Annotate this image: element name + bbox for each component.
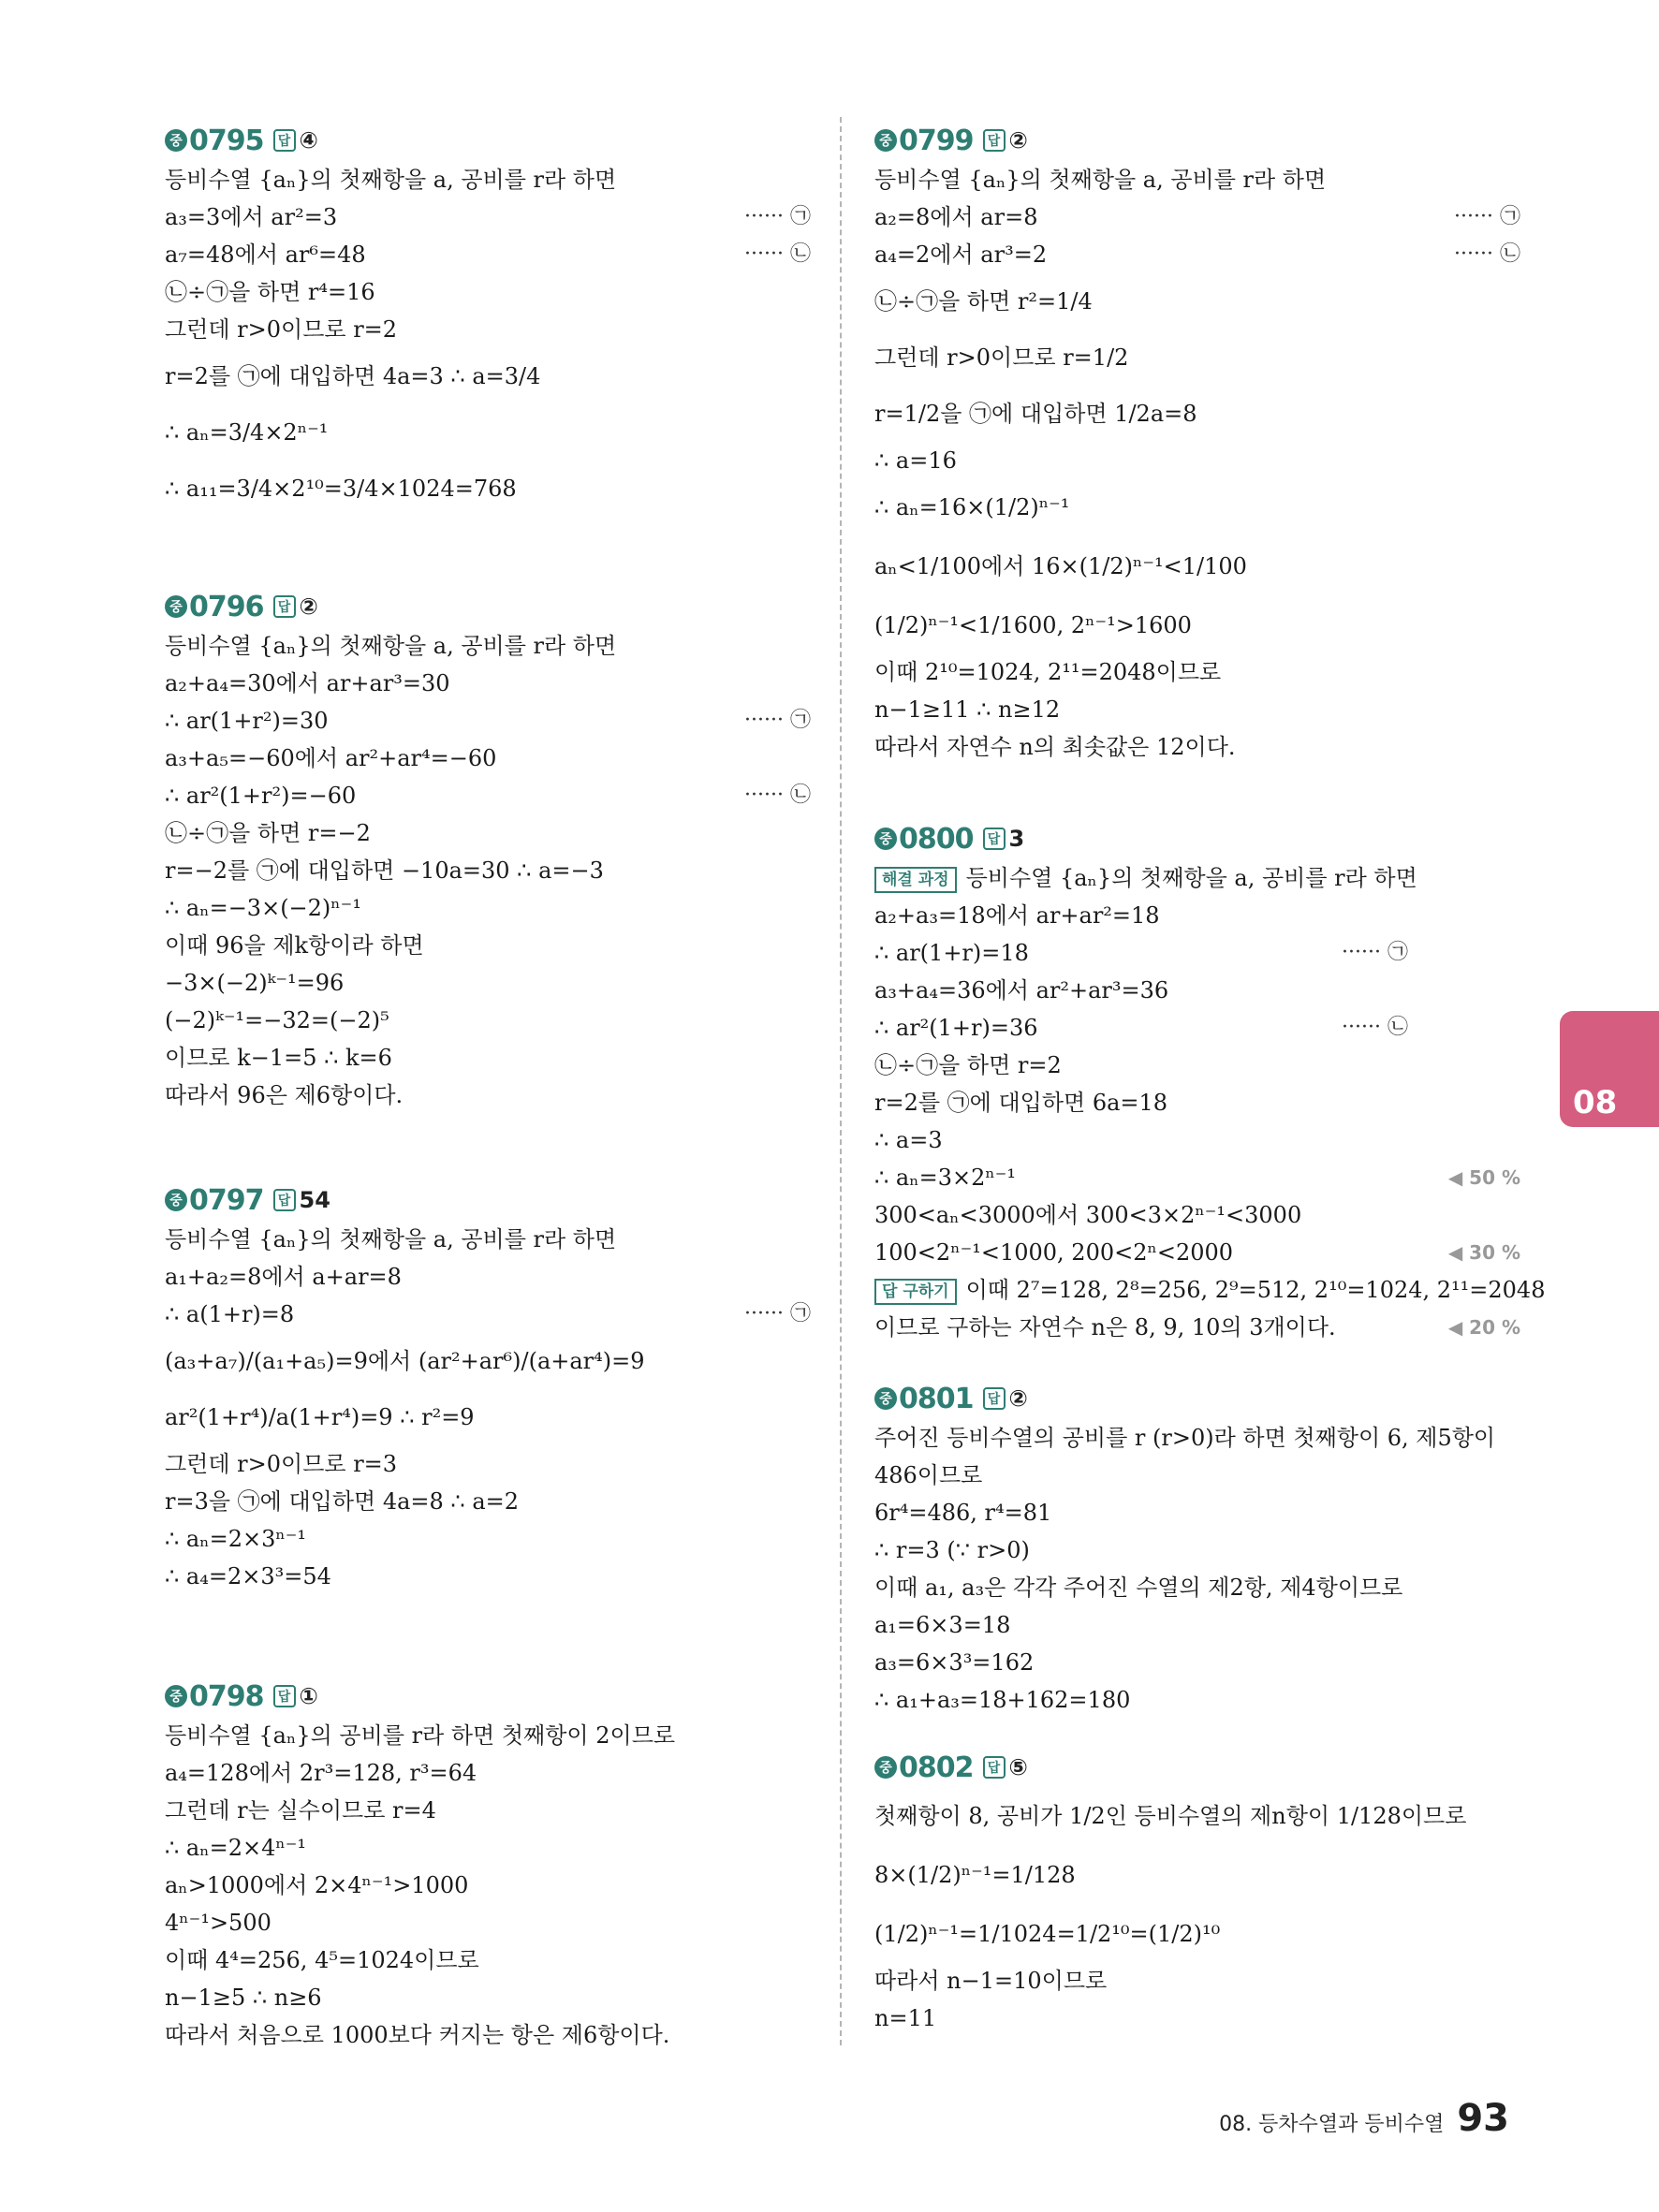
- difficulty-badge: 중: [874, 828, 897, 850]
- solution-line: a₄=128에서 2r³=128, r³=64: [165, 1760, 477, 1786]
- solution-line: ∴ a=16: [874, 447, 957, 474]
- equation-marker: ······ ㉡: [744, 784, 811, 807]
- solution-line: ∴ aₙ=3×2ⁿ⁻¹ ◀ 50 %: [874, 1159, 1520, 1196]
- solution-line: 그런데 r는 실수이므로 r=4: [165, 1797, 436, 1824]
- solution-line: n=11: [874, 2005, 937, 2031]
- problem-header: [874, 120, 1520, 161]
- problem-number: 0798: [189, 1679, 264, 1713]
- solution-line: 그런데 r>0이므로 r=1/2: [874, 344, 1129, 371]
- answer-tag: 답: [983, 1756, 1006, 1779]
- difficulty-badge: 중: [165, 129, 187, 152]
- solution-line: ∴ ar(1+r²)=30 ······ ㉠: [165, 702, 811, 740]
- solution-line: 해결 과정 등비수열 {aₙ}의 첫째항을 a, 공비를 r라 하면: [874, 859, 1520, 897]
- solution-line: 따라서 처음으로 1000보다 커지는 항은 제6항이다.: [165, 2022, 670, 2048]
- solution-line: n−1≥11 ∴ n≥12: [874, 696, 1061, 723]
- solution-line: ㉡÷㉠을 하면 r⁴=16: [165, 279, 375, 305]
- problem-header: [874, 1378, 1520, 1419]
- solution-line: ∴ a₁+a₃=18+162=180: [874, 1687, 1131, 1713]
- equation-marker: ······ ㉡: [1342, 1016, 1408, 1039]
- problem-number: 0799: [899, 124, 974, 157]
- solution-line: aₙ<1/100에서 16×(1/2)ⁿ⁻¹<1/100: [874, 553, 1247, 579]
- solution-line: 따라서 96은 제6항이다.: [165, 1082, 404, 1108]
- solution-line: 그런데 r>0이므로 r=3: [165, 1451, 398, 1477]
- problem-number: 0796: [189, 590, 264, 623]
- difficulty-badge: 중: [165, 595, 187, 618]
- problem-0800: [874, 818, 1546, 1346]
- problem-header: [165, 1676, 811, 1717]
- solution-line: a₇=48에서 ar⁶=48 ······ ㉡: [165, 236, 811, 273]
- solution-line: ∴ r=3 (∵ r>0): [874, 1537, 1030, 1563]
- solution-line: 등비수열 {aₙ}의 첫째항을 a, 공비를 r라 하면: [165, 167, 617, 193]
- solution-line: 4ⁿ⁻¹>500: [165, 1910, 272, 1936]
- equation-marker: ······ ㉡: [744, 242, 811, 266]
- answer-tag: 답: [983, 828, 1006, 850]
- solution-line: 등비수열 {aₙ}의 첫째항을 a, 공비를 r라 하면: [874, 167, 1327, 193]
- problem-number: 0800: [899, 822, 974, 856]
- chapter-tab-label: 08: [1573, 1084, 1618, 1121]
- difficulty-badge: 중: [165, 1685, 187, 1707]
- answer: ②: [1008, 127, 1028, 154]
- solution-line: a₂+a₄=30에서 ar+ar³=30: [165, 670, 450, 696]
- solution-line: 등비수열 {aₙ}의 첫째항을 a, 공비를 r라 하면: [165, 633, 617, 659]
- score-percent: ◀ 50 %: [1447, 1166, 1520, 1189]
- answer: ②: [1008, 1385, 1028, 1412]
- problem-number: 0802: [899, 1751, 974, 1784]
- problem-header: [874, 818, 1520, 859]
- solution-line: 이때 96을 제k항이라 하면: [165, 932, 424, 959]
- chapter-title: 08. 등차수열과 등비수열: [1219, 2113, 1445, 2136]
- solution-line: ∴ aₙ=3/4×2ⁿ⁻¹: [165, 419, 329, 446]
- column-divider: [840, 117, 842, 2045]
- solution-line: ∴ ar(1+r)=18 ······ ㉠: [874, 934, 1520, 972]
- equation-marker: ······ ㉠: [1454, 205, 1520, 228]
- answer: ⑤: [1008, 1754, 1028, 1780]
- equation-marker: ······ ㉠: [744, 1302, 811, 1326]
- solution-line: 이때 2¹⁰=1024, 2¹¹=2048이므로: [874, 659, 1222, 685]
- solution-line: ∴ ar²(1+r²)=−60 ······ ㉡: [165, 777, 811, 814]
- solution-line: 답 구하기 이때 2⁷=128, 2⁸=256, 2⁹=512, 2¹⁰=1024, 2¹¹=2048: [874, 1271, 1520, 1309]
- problem-0799: [874, 120, 1520, 766]
- solution-line: 그런데 r>0이므로 r=2: [165, 316, 398, 343]
- problem-0798: [165, 1676, 811, 2054]
- solution-line: a₃+a₅=−60에서 ar²+ar⁴=−60: [165, 745, 497, 771]
- solution-line: 486이므로: [874, 1462, 983, 1488]
- answer: ②: [299, 593, 318, 620]
- solution-line: ∴ a=3: [874, 1127, 943, 1153]
- answer-tag: 답: [983, 1387, 1006, 1410]
- problem-0801: [874, 1378, 1520, 1719]
- solution-line: 300<aₙ<3000에서 300<3×2ⁿ⁻¹<3000: [874, 1202, 1302, 1228]
- equation-marker: ······ ㉠: [744, 205, 811, 228]
- answer: 3: [1008, 826, 1025, 852]
- solution-line: ∴ aₙ=16×(1/2)ⁿ⁻¹: [874, 494, 1070, 520]
- solution-line: 이때 a₁, a₃은 각각 주어진 수열의 제2항, 제4항이므로: [874, 1575, 1403, 1601]
- answer-tag: 답: [273, 129, 296, 152]
- solution-line: 100<2ⁿ⁻¹<1000, 200<2ⁿ<2000 ◀ 30 %: [874, 1234, 1520, 1271]
- solution-line: r=2를 ㉠에 대입하면 4a=3 ∴ a=3/4: [165, 363, 541, 389]
- score-percent: ◀ 20 %: [1447, 1316, 1520, 1339]
- solution-line: a₂=8에서 ar=8 ······ ㉠: [874, 198, 1520, 236]
- solution-line: (1/2)ⁿ⁻¹=1/1024=1/2¹⁰=(1/2)¹⁰: [874, 1921, 1221, 1947]
- solution-line: ∴ a₄=2×3³=54: [165, 1563, 331, 1589]
- solution-line: r=3을 ㉠에 대입하면 4a=8 ∴ a=2: [165, 1488, 520, 1515]
- score-percent: ◀ 30 %: [1447, 1241, 1520, 1264]
- problem-0797: [165, 1179, 811, 1595]
- solution-line: 이때 4⁴=256, 4⁵=1024이므로: [165, 1947, 479, 1973]
- difficulty-badge: 중: [874, 129, 897, 152]
- difficulty-badge: 중: [165, 1189, 187, 1211]
- solution-line: ∴ ar²(1+r)=36 ······ ㉡: [874, 1009, 1520, 1047]
- solution-line: 이므로 k−1=5 ∴ k=6: [165, 1045, 392, 1071]
- solution-line: ∴ a₁₁=3/4×2¹⁰=3/4×1024=768: [165, 476, 517, 502]
- solution-line: a₁+a₂=8에서 a+ar=8: [165, 1264, 402, 1290]
- equation-marker: ······ ㉠: [744, 709, 811, 732]
- solution-line: ∴ a(1+r)=8 ······ ㉠: [165, 1296, 811, 1333]
- problem-0796: [165, 586, 811, 1114]
- solution-line: a₃=6×3³=162: [874, 1649, 1035, 1676]
- solution-line: aₙ>1000에서 2×4ⁿ⁻¹>1000: [165, 1872, 469, 1898]
- page-footer: [1219, 2097, 1509, 2140]
- problem-header: [874, 1747, 1520, 1788]
- solution-line: r=1/2을 ㉠에 대입하면 1/2a=8: [874, 401, 1197, 427]
- solution-line: ㉡÷㉠을 하면 r=2: [874, 1052, 1062, 1078]
- solution-line: 따라서 자연수 n의 최솟값은 12이다.: [874, 734, 1236, 760]
- equation-marker: ······ ㉠: [1342, 941, 1408, 964]
- solution-line: r=−2를 ㉠에 대입하면 −10a=30 ∴ a=−3: [165, 857, 604, 884]
- problem-header: [165, 120, 811, 161]
- solution-line: 6r⁴=486, r⁴=81: [874, 1500, 1052, 1526]
- answer: ①: [299, 1683, 318, 1709]
- process-label: 해결 과정: [874, 867, 957, 893]
- solution-line: a₃+a₄=36에서 ar²+ar³=36: [874, 977, 1169, 1003]
- answer-tag: 답: [983, 129, 1006, 152]
- solution-line: 따라서 n−1=10이므로: [874, 1968, 1108, 1994]
- solution-line: ∴ aₙ=−3×(−2)ⁿ⁻¹: [165, 895, 361, 921]
- problem-number: 0795: [189, 124, 264, 157]
- problem-number: 0801: [899, 1382, 974, 1415]
- difficulty-badge: 중: [874, 1387, 897, 1410]
- solution-line: ar²(1+r⁴)/a(1+r⁴)=9 ∴ r²=9: [165, 1404, 475, 1430]
- difficulty-badge: 중: [874, 1756, 897, 1779]
- answer-tag: 답: [273, 1685, 296, 1707]
- problem-number: 0797: [189, 1183, 264, 1217]
- solution-line: r=2를 ㉠에 대입하면 6a=18: [874, 1090, 1168, 1116]
- solution-line: a₂+a₃=18에서 ar+ar²=18: [874, 902, 1160, 929]
- answer: 54: [299, 1187, 330, 1213]
- chapter-side-tab: [1560, 1011, 1659, 1127]
- solution-line: 이므로 구하는 자연수 n은 8, 9, 10의 3개이다. ◀ 20 %: [874, 1309, 1520, 1346]
- problem-0795: [165, 120, 811, 517]
- solution-line: (1/2)ⁿ⁻¹<1/1600, 2ⁿ⁻¹>1600: [874, 612, 1192, 638]
- solution-line: a₁=6×3=18: [874, 1612, 1011, 1638]
- solution-line: −3×(−2)ᵏ⁻¹=96: [165, 970, 345, 996]
- solution-line: 등비수열 {aₙ}의 공비를 r라 하면 첫째항이 2이므로: [165, 1722, 676, 1749]
- solution-line: n−1≥5 ∴ n≥6: [165, 1985, 322, 2011]
- answer-tag: 답: [273, 595, 296, 618]
- answer-label: 답 구하기: [874, 1279, 957, 1305]
- answer: ④: [299, 127, 318, 154]
- equation-marker: ······ ㉡: [1454, 242, 1520, 266]
- problem-0802: [874, 1747, 1520, 2037]
- solution-line: ∴ aₙ=2×3ⁿ⁻¹: [165, 1526, 307, 1552]
- solution-line: (−2)ᵏ⁻¹=−32=(−2)⁵: [165, 1007, 389, 1033]
- problem-header: [165, 586, 811, 627]
- solution-line: a₄=2에서 ar³=2 ······ ㉡: [874, 236, 1520, 273]
- solution-line: 첫째항이 8, 공비가 1/2인 등비수열의 제n항이 1/128이므로: [874, 1803, 1467, 1829]
- solution-line: a₃=3에서 ar²=3 ······ ㉠: [165, 198, 811, 236]
- solution-line: 8×(1/2)ⁿ⁻¹=1/128: [874, 1862, 1076, 1888]
- solution-line: (a₃+a₇)/(a₁+a₅)=9에서 (ar²+ar⁶)/(a+ar⁴)=9: [165, 1348, 645, 1374]
- problem-header: [165, 1179, 811, 1221]
- answer-tag: 답: [273, 1189, 296, 1211]
- solution-line: 주어진 등비수열의 공비를 r (r>0)라 하면 첫째항이 6, 제5항이: [874, 1425, 1496, 1451]
- solution-line: 등비수열 {aₙ}의 첫째항을 a, 공비를 r라 하면: [165, 1226, 617, 1252]
- solution-line: ∴ aₙ=2×4ⁿ⁻¹: [165, 1835, 307, 1861]
- page-number: 93: [1457, 2097, 1509, 2140]
- solution-line: ㉡÷㉠을 하면 r=−2: [165, 820, 371, 846]
- solution-line: ㉡÷㉠을 하면 r²=1/4: [874, 288, 1093, 315]
